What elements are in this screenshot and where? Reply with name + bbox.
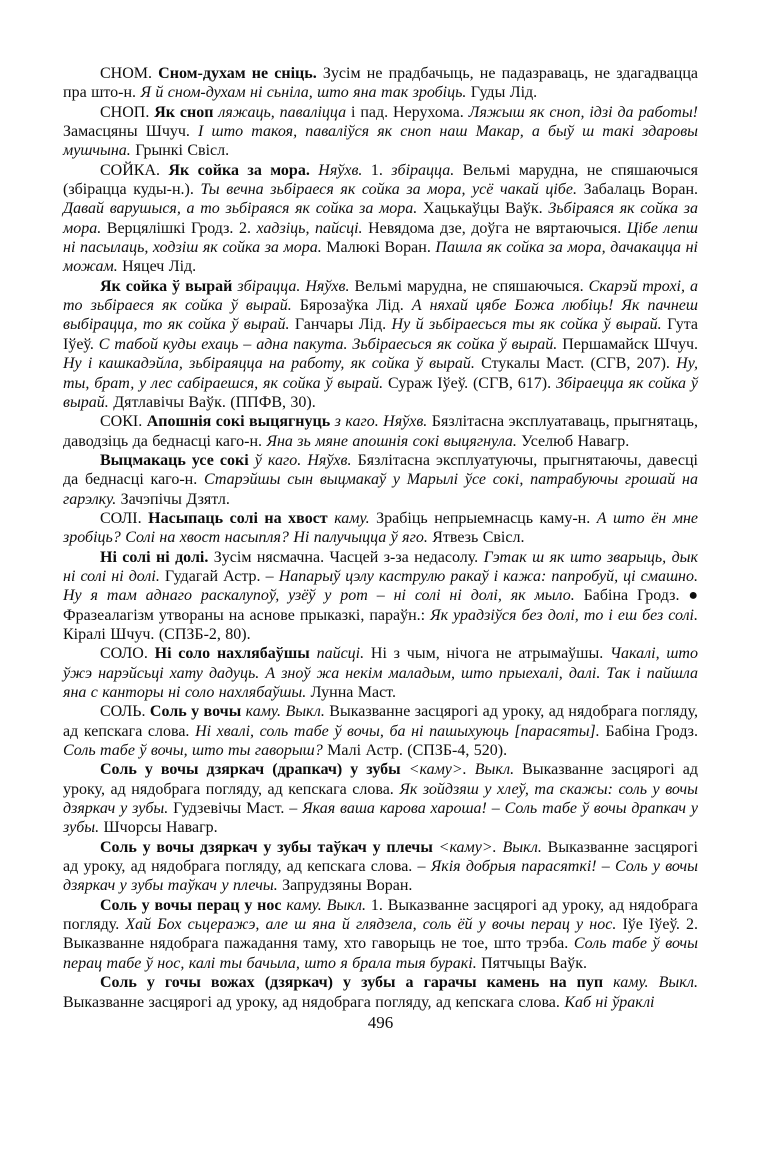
text-run-italic: Скарэй трохі, а то зьбіраеся як сойка ў вырай. xyxy=(63,277,699,315)
text-run-italic: – Якія добрыя парасяткі! – Соль у вочы дзяркач у зубы таўкач у плечы. xyxy=(63,858,698,895)
text-run-italic: Як урадзіўся без долі, то і еш без солі. xyxy=(430,606,698,624)
text-run-italic: Я й сном-духам ні сьніла, што яна так зробіць. xyxy=(140,84,471,102)
dictionary-entry-paragraph xyxy=(63,161,698,277)
text-run-italic: – Якая ваша карова хароша! – Соль табе ў вочы драпкач у зубы. xyxy=(63,800,698,837)
dictionary-entry-paragraph xyxy=(63,702,698,760)
text-run-italic: Соль табе ў вочы перац табе ў нос, калі ты бачыла, што я брала тыя буракі. xyxy=(63,935,698,972)
text-run-bold: Соль у гочы вожах (дзяркач) у зубы а гарачы камень на пуп xyxy=(100,974,614,992)
text-run-regular: Зусім не прадбачыць, не падазраваць, не здагадвацца пра што-н. xyxy=(63,65,698,102)
text-run-italic: Ну, ты, брат, у лес сабіраешся, як сойка ў вырай. xyxy=(63,355,698,392)
dictionary-text-block xyxy=(63,64,698,1033)
text-run-regular: Лунна Маст. xyxy=(310,684,396,701)
text-run-regular: Кіралі Шчуч. (СПЗБ-2, 80). xyxy=(63,625,251,643)
text-run-regular: Пятчыцы Ваўк. xyxy=(481,954,588,972)
text-run-italic: Напарыў цэлу каструлю ракаў і кажа: папробуй, ці смашно. Ну я там аднаго раскалупоў, узёў у рот – ні солі ні долі, як мыло. xyxy=(63,567,698,605)
text-run-bold: Выцмакаць усе сокі xyxy=(100,451,255,469)
text-run-regular: СОЛІ. xyxy=(100,509,149,527)
page-number: 496 xyxy=(367,1012,394,1032)
text-run-italic: Хай Бох сьцеражэ, але ш яна й глядзела, соль ёй у вочы перац у нос. xyxy=(125,916,623,934)
text-run-regular: Замасцяны Шчуч. xyxy=(63,123,199,141)
text-run-bold: Соль у вочы дзяркач (драпкач) у зубы xyxy=(100,761,409,779)
dictionary-entry-paragraph xyxy=(63,277,698,412)
text-run-regular: Шчорсы Навагр. xyxy=(103,819,218,837)
text-run-italic: А што ён мне зробіць? Солі на хвост насыпля? Ні палучыцца ў яго. xyxy=(63,509,698,547)
text-run-regular: Стукалы Маст. (СГВ, 207). xyxy=(481,355,677,373)
text-run-bold: Сном-духам не сніць. xyxy=(158,65,323,82)
text-run-regular: Малі Астр. (СПЗБ-4, 520). xyxy=(327,742,508,760)
text-run-bold: Як сойка ў вырай xyxy=(100,277,238,295)
text-run-italic: Пашла як сойка за мора, дачакацца ні можам. xyxy=(63,239,698,276)
text-run-italic: Соль табе ў вочы, што ты гаворыш? xyxy=(63,742,328,760)
text-run-italic: ляжаць, паваліцца xyxy=(218,103,351,121)
text-run-regular: 1. xyxy=(370,161,392,179)
text-run-regular: Зусім нясмачна. Часцей з-за недасолу. xyxy=(213,548,484,566)
dictionary-entry-paragraph xyxy=(63,103,698,161)
text-run-regular: Хацькаўцы Ваўк. xyxy=(422,200,549,218)
dictionary-entry-paragraph xyxy=(63,64,698,103)
text-run-italic: хадзіць, пайсці. xyxy=(256,219,369,237)
text-run-italic: збірацца. Няўхв. xyxy=(237,277,355,295)
text-run-italic: каму. xyxy=(334,509,377,527)
text-run-regular: Ні з чым, нічога не атрымаўшы. xyxy=(370,645,611,663)
text-run-italic: Ляжыш як сноп, ідзі да работы! xyxy=(468,103,699,121)
text-run-regular: СОЛО. xyxy=(100,645,155,663)
dictionary-entry-paragraph xyxy=(63,548,698,645)
text-run-italic: <каму>. Выкл. xyxy=(408,761,523,779)
text-run-italic: пайсці. xyxy=(316,645,371,663)
dictionary-entry-paragraph xyxy=(63,838,698,896)
text-run-regular: Верцялішкі Гродз. 2. xyxy=(106,219,257,237)
dictionary-entry-paragraph xyxy=(63,644,698,702)
text-run-bold: Як сноп xyxy=(154,103,219,121)
text-run-italic: каму. Выкл. xyxy=(613,974,698,992)
text-run-italic: каму. Выкл. xyxy=(245,703,330,721)
text-run-italic: І што такоя, паваліўся як сноп наш Макар, а быў ш такі здаровы мушчына. xyxy=(63,123,698,160)
text-run-regular: Зачэпічы Дзятл. xyxy=(120,490,230,508)
dictionary-entry-paragraph xyxy=(63,896,698,973)
text-run-italic: Каб ні ўраклі xyxy=(564,993,655,1011)
text-run-regular: Запрудзяны Воран. xyxy=(282,877,413,895)
text-run-regular: Ятвезь Свісл. xyxy=(432,529,525,547)
text-run-bold: Соль у вочы перац у нос xyxy=(100,896,287,914)
text-run-italic: Ты вечна зьбіраеся як сойка за мора, усё чакай цібе. xyxy=(200,181,584,199)
text-run-regular: Вельмі марудна, не спяшаючыся (збірацца куды-н.). xyxy=(63,161,698,199)
text-run-regular: Іўе Іўеў. 2. Выказванне нядобрага пажадання таму, хто гаворыць не тое, што трэба. xyxy=(63,916,698,953)
text-run-regular: Першамайск Шчуч. xyxy=(562,335,698,353)
text-run-regular: і пад. Нерухома. xyxy=(351,103,469,121)
text-run-italic: Ну і кашкадэйла, зьбіраяцца на работу, як сойка ў вырай. xyxy=(63,355,482,373)
text-run-italic: <каму>. Выкл. xyxy=(438,838,548,856)
text-run-regular: Гута Іўеў. xyxy=(63,316,698,353)
paragraph-container xyxy=(63,64,698,1012)
text-run-italic: Ні хвалі, соль табе ў вочы, ба ні пашыхуюць [парасяты]. xyxy=(195,722,606,740)
text-run-regular: СОКІ. xyxy=(100,413,147,431)
text-run-regular: Зрабіць непрыемнасць каму-н. xyxy=(376,509,597,527)
text-run-italic: Яна зь мяне апошнія сокі выцягнула. xyxy=(266,432,522,450)
text-run-regular: Бярозаўка Лід. xyxy=(299,297,412,315)
dictionary-entry-paragraph xyxy=(63,973,698,1012)
text-run-italic: С табой куды ехаць – адна пакута. Зьбіраесься як сойка ў вырай. xyxy=(98,335,563,353)
text-run-bold: Апошнія сокі выцягнуць xyxy=(146,413,335,431)
text-run-italic: Давай варушыся, а то зьбіраяся як сойка за мора. xyxy=(63,200,423,218)
text-run-regular: Выказванне засцярогі ад уроку, ад нядобрага погляду, ад кепскага слова. xyxy=(63,761,698,798)
text-run-regular: Няцеч Лід. xyxy=(122,258,197,276)
dictionary-entry-paragraph xyxy=(63,451,698,509)
text-run-regular: Бязлітасна эксплуатуючы, прыгнятаючы, давесці да беднасці каго-н. xyxy=(63,451,698,489)
text-run-regular: Малюкі Воран. xyxy=(326,239,436,257)
text-run-regular: Сураж Іўеў. (СГВ, 617). xyxy=(388,374,556,392)
text-run-italic: Збіраецца як сойка ў вырай. xyxy=(63,374,699,411)
dictionary-entry-paragraph xyxy=(63,760,698,837)
text-run-regular: Невядома дзе, доўга не вяртаючыся. xyxy=(368,219,627,237)
text-run-regular: Грынкі Свісл. xyxy=(135,142,230,160)
text-run-bold: Соль у вочы дзяркач у зубы таўкач у плечы xyxy=(100,838,439,856)
text-run-regular: Бабіна Гродз. ● Фразеалагізм утвораны на аснове прыказкі, параўн.: xyxy=(63,587,698,624)
text-run-regular: СОЛЬ. xyxy=(100,703,150,721)
text-run-regular: СОЙКА. xyxy=(100,161,169,179)
text-run-regular: Гудагай Астр. – xyxy=(164,567,279,585)
text-run-italic: каму. Выкл. xyxy=(286,896,371,914)
text-run-italic: збірацца. xyxy=(391,161,463,179)
text-run-italic: Ну й зьбіраесься ты як сойка ў вырай. xyxy=(391,316,668,334)
text-run-italic: Зьбіраяся як сойка за мора. xyxy=(63,200,698,237)
text-run-italic: ў каго. Няўхв. xyxy=(254,451,358,469)
text-run-regular: Гудзевічы Маст. xyxy=(173,800,290,818)
text-run-regular: СНОМ. xyxy=(100,65,159,82)
text-run-bold: Ні солі ні долі. xyxy=(100,548,214,566)
text-run-bold: Соль у вочы xyxy=(149,703,246,721)
text-run-italic: Цібе лепш ні пасылаць, ходзіш як сойка за мора. xyxy=(63,219,698,257)
text-run-italic: Гэтак ш як што зварыць, дык ні солі ні долі. xyxy=(63,548,698,585)
text-run-regular: Гуды Лід. xyxy=(470,84,538,102)
text-run-italic: Чакалі, што ўжэ нарэйсьці хату дадуць. А зноў жа некім маладым, што прыехалі, далі. Так і пайшла яна с канторы ні соло нахлябаўшы. xyxy=(63,645,698,701)
text-run-italic: Няўхв. xyxy=(318,161,371,179)
text-run-regular: Бабіна Гродз. xyxy=(605,722,698,740)
text-run-bold: Насыпаць солі на хвост xyxy=(148,509,335,527)
text-run-regular: Дятлавічы Ваўк. (ППФВ, 30). xyxy=(113,393,316,411)
text-run-regular: Бязлітасна эксплуатаваць, прыгнятаць, даводзіць да беднасці каго-н. xyxy=(63,413,698,450)
text-run-bold: Ні соло нахлябаўшы xyxy=(154,645,317,663)
dictionary-entry-paragraph xyxy=(63,412,698,451)
text-run-regular: Вельмі марудна, не спяшаючыся. xyxy=(354,277,589,295)
text-run-regular: Забалаць Воран. xyxy=(583,181,699,199)
text-run-italic: Як зойдзяш у хлеў, та скажы: соль у вочы дзяркач у зубы. xyxy=(63,780,698,818)
text-run-regular: Выказванне засцярогі ад уроку, ад нядобрага погляду, ад кепскага слова. xyxy=(63,703,698,740)
text-run-italic: А няхай цябе Божа любіць! Як пачнеш выбірацца, то як сойка ў вырай. xyxy=(63,297,698,334)
text-run-italic: з каго. Няўхв. xyxy=(334,413,432,431)
text-run-italic: Старэйшы сын выцмакаў у Марылі ўсе сокі, патрабуючы грошай на гарэлку. xyxy=(63,471,698,508)
text-run-bold: Як сойка за мора. xyxy=(168,161,319,179)
text-run-regular: 1. Выказванне засцярогі ад уроку, ад нядобрага погляду. xyxy=(63,896,698,934)
text-run-regular: СНОП. xyxy=(100,103,155,121)
text-run-regular: Уселюб Навагр. xyxy=(521,432,630,450)
text-run-regular: Выказванне засцярогі ад уроку, ад нядобрага погляду, ад кепскага слова. xyxy=(63,838,698,876)
text-run-regular: Ганчары Лід. xyxy=(294,316,392,334)
dictionary-entry-paragraph xyxy=(63,509,698,548)
text-run-regular: Выказванне засцярогі ад уроку, ад нядобрага погляду, ад кепскага слова. xyxy=(63,993,565,1011)
